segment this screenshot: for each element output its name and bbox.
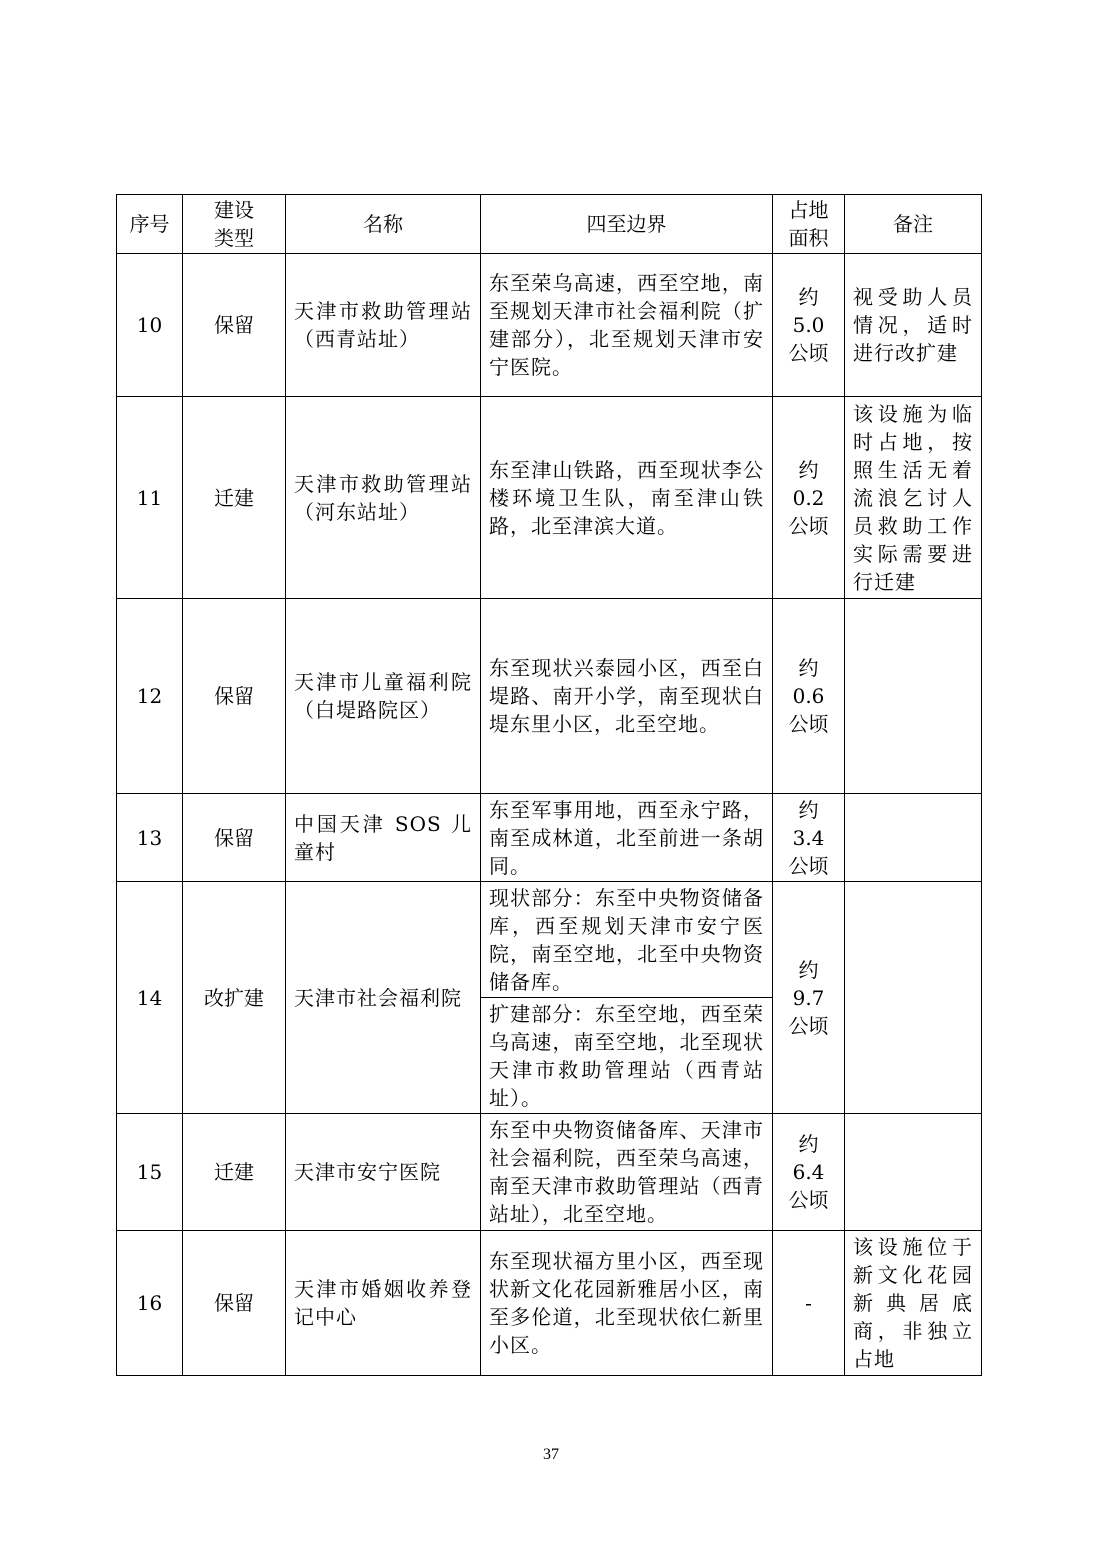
area-line: 公顷 — [788, 712, 829, 736]
cell-remark — [845, 882, 982, 1114]
cell-remark: 该设施为临时占地，按照生活无着流浪乞讨人员救助工作实际需要进行迁建 — [845, 397, 982, 599]
header-boundary: 四至边界 — [481, 195, 773, 254]
cell-area — [773, 882, 845, 1114]
cell-area — [773, 794, 845, 882]
table-header-row — [117, 195, 982, 254]
cell-no: 12 — [117, 599, 183, 794]
area-line: 3.4 — [792, 825, 825, 850]
cell-name: 天津市救助管理站（西青站址） — [286, 254, 481, 397]
cell-remark: 视受助人员情况，适时进行改扩建 — [845, 254, 982, 397]
table-row — [117, 599, 982, 794]
cell-area — [773, 1114, 845, 1231]
cell-remark — [845, 599, 982, 794]
facility-table — [116, 194, 982, 1376]
header-type — [183, 195, 286, 254]
cell-area — [773, 397, 845, 599]
area-line: - — [805, 1291, 812, 1315]
cell-no: 13 — [117, 794, 183, 882]
cell-boundary-expansion: 扩建部分：东至空地，西至荣乌高速，南至空地，北至现状天津市救助管理站（西青站址）。 — [481, 998, 773, 1114]
header-no: 序号 — [117, 195, 183, 254]
table-row — [117, 882, 982, 998]
area-line: 约 — [798, 656, 819, 680]
area-line: 6.4 — [792, 1160, 825, 1184]
area-line: 约 — [798, 797, 819, 822]
area-line: 公顷 — [788, 1013, 829, 1038]
cell-no: 16 — [117, 1231, 183, 1376]
cell-type: 改扩建 — [183, 882, 286, 1114]
cell-type: 保留 — [183, 254, 286, 397]
area-line: 公顷 — [788, 341, 829, 365]
header-area-line1: 占地 — [788, 198, 829, 222]
area-line: 9.7 — [792, 985, 825, 1010]
cell-name: 中国天津 SOS 儿童村 — [286, 794, 481, 882]
cell-boundary: 东至荣乌高速，西至空地，南至规划天津市社会福利院（扩建部分），北至规划天津市安宁医院。 — [481, 254, 773, 397]
cell-no: 15 — [117, 1114, 183, 1231]
cell-name: 天津市儿童福利院（白堤路院区） — [286, 599, 481, 794]
cell-boundary: 东至津山铁路，西至现状李公楼环境卫生队，南至津山铁路，北至津滨大道。 — [481, 397, 773, 599]
cell-boundary: 东至军事用地，西至永宁路，南至成林道，北至前进一条胡同。 — [481, 794, 773, 882]
cell-type: 保留 — [183, 1231, 286, 1376]
table-row — [117, 254, 982, 397]
area-line: 0.6 — [792, 684, 825, 708]
cell-area — [773, 599, 845, 794]
header-area — [773, 195, 845, 254]
cell-no: 10 — [117, 254, 183, 397]
cell-area — [773, 254, 845, 397]
cell-type: 保留 — [183, 794, 286, 882]
area-line: 约 — [798, 285, 819, 309]
header-area-line2: 面积 — [788, 226, 829, 250]
cell-boundary: 东至现状兴泰园小区，西至白堤路、南开小学，南至现状白堤东里小区，北至空地。 — [481, 599, 773, 794]
cell-name: 天津市安宁医院 — [286, 1114, 481, 1231]
table-row — [117, 1231, 982, 1376]
table-row — [117, 794, 982, 882]
cell-type: 迁建 — [183, 397, 286, 599]
area-line: 公顷 — [788, 513, 829, 538]
header-type-line2: 类型 — [214, 226, 254, 250]
cell-type: 迁建 — [183, 1114, 286, 1231]
area-line: 公顷 — [788, 853, 829, 878]
cell-boundary: 东至现状福方里小区，西至现状新文化花园新雅居小区，南至多伦道，北至现状依仁新里小区。 — [481, 1231, 773, 1376]
cell-boundary-current: 现状部分：东至中央物资储备库，西至规划天津市安宁医院，南至空地，北至中央物资储备库。 — [481, 882, 773, 998]
area-line: 0.2 — [792, 485, 825, 510]
cell-remark — [845, 1114, 982, 1231]
cell-area — [773, 1231, 845, 1376]
area-line: 约 — [798, 457, 819, 482]
page-number: 37 — [543, 1446, 559, 1463]
table-row — [117, 397, 982, 599]
cell-name: 天津市婚姻收养登记中心 — [286, 1231, 481, 1376]
table-row — [117, 1114, 982, 1231]
area-line: 公顷 — [788, 1188, 829, 1212]
header-type-line1: 建设 — [214, 198, 254, 222]
cell-name: 天津市社会福利院 — [286, 882, 481, 1114]
cell-remark: 该设施位于新文化花园新典居底商，非独立占地 — [845, 1231, 982, 1376]
area-line: 约 — [798, 957, 819, 982]
cell-no: 11 — [117, 397, 183, 599]
cell-remark — [845, 794, 982, 882]
header-name: 名称 — [286, 195, 481, 254]
cell-no: 14 — [117, 882, 183, 1114]
cell-boundary: 东至中央物资储备库、天津市社会福利院，西至荣乌高速，南至天津市救助管理站（西青站址），北至空地。 — [481, 1114, 773, 1231]
cell-type: 保留 — [183, 599, 286, 794]
area-line: 5.0 — [792, 313, 825, 337]
area-line: 约 — [798, 1132, 819, 1156]
header-remark: 备注 — [845, 195, 982, 254]
cell-name: 天津市救助管理站（河东站址） — [286, 397, 481, 599]
